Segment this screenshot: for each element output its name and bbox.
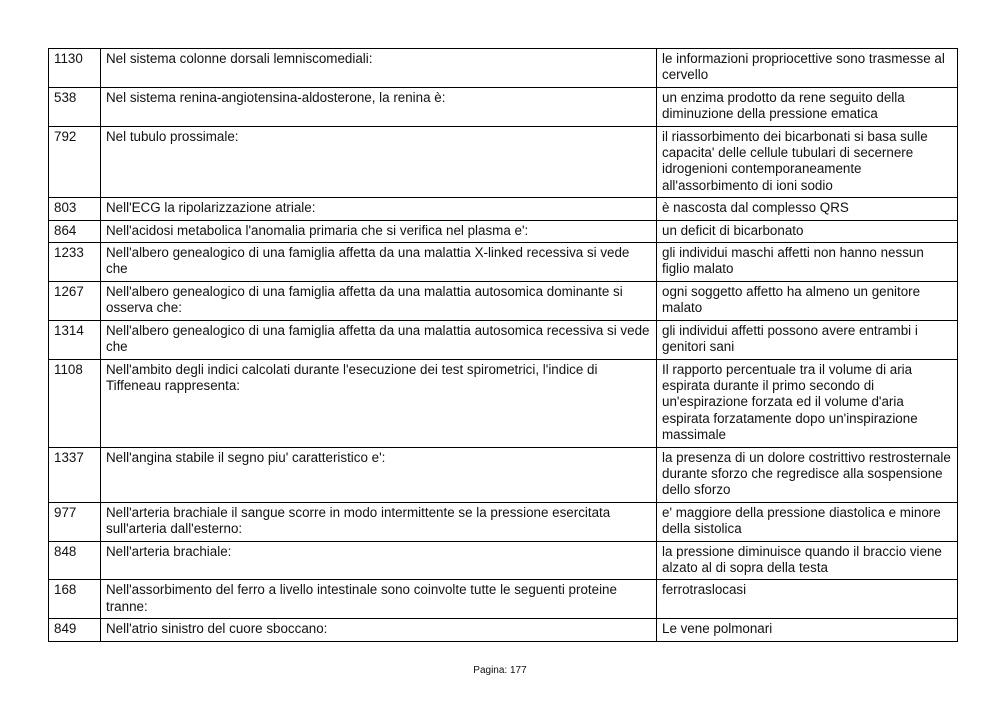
answer-text-cell: ferrotraslocasi (657, 580, 958, 619)
question-text-cell: Nell'acidosi metabolica l'anomalia primaria che si verifica nel plasma e': (101, 220, 657, 242)
answer-text-cell: un deficit di bicarbonato (657, 220, 958, 242)
answer-text-cell: gli individui affetti possono avere entrambi i genitori sani (657, 320, 958, 359)
question-id-cell: 803 (49, 198, 101, 220)
answer-text-cell: Il rapporto percentuale tra il volume di aria espirata durante il primo secondo di un'espirazione forzata ed il volume d'aria espirata forzatamente dopo un'inspirazione massimale (657, 359, 958, 447)
question-id-cell: 1337 (49, 447, 101, 502)
answer-text-cell: è nascosta dal complesso QRS (657, 198, 958, 220)
table-row (49, 359, 958, 447)
question-text-cell: Nell'albero genealogico di una famiglia affetta da una malattia autosomica dominante si osserva che: (101, 281, 657, 320)
answer-text-cell: gli individui maschi affetti non hanno nessun figlio malato (657, 243, 958, 282)
question-text-cell: Nel sistema colonne dorsali lemniscomediali: (101, 49, 657, 88)
question-id-cell: 864 (49, 220, 101, 242)
question-id-cell: 848 (49, 541, 101, 580)
question-id-cell: 977 (49, 502, 101, 541)
table-row (49, 580, 958, 619)
answer-text-cell: la pressione diminuisce quando il braccio viene alzato al di sopra della testa (657, 541, 958, 580)
question-text-cell: Nell'albero genealogico di una famiglia affetta da una malattia X-linked recessiva si vede che (101, 243, 657, 282)
question-text-cell: Nell'atrio sinistro del cuore sboccano: (101, 619, 657, 641)
table-row (49, 281, 958, 320)
answer-text-cell: le informazioni propriocettive sono trasmesse al cervello (657, 49, 958, 88)
table-row (49, 87, 958, 126)
question-text-cell: Nell'ambito degli indici calcolati durante l'esecuzione dei test spirometrici, l'indice di Tiffeneau rappresenta: (101, 359, 657, 447)
table-row (49, 320, 958, 359)
question-table (48, 48, 958, 642)
question-id-cell: 1130 (49, 49, 101, 88)
question-id-cell: 792 (49, 126, 101, 198)
question-id-cell: 849 (49, 619, 101, 641)
table-row (49, 541, 958, 580)
table-row (49, 502, 958, 541)
question-text-cell: Nell'angina stabile il segno piu' caratteristico e': (101, 447, 657, 502)
page-number: Pagina: 177 (473, 665, 527, 676)
question-table-body (49, 49, 958, 642)
table-row (49, 49, 958, 88)
table-row (49, 447, 958, 502)
answer-text-cell: ogni soggetto affetto ha almeno un genitore malato (657, 281, 958, 320)
answer-text-cell: il riassorbimento dei bicarbonati si basa sulle capacita' delle cellule tubulari di secernere idrogenioni contemporaneamente all'assorbimento di ioni sodio (657, 126, 958, 198)
table-row (49, 198, 958, 220)
question-text-cell: Nell'arteria brachiale il sangue scorre in modo intermittente se la pressione esercitata sull'arteria dall'esterno: (101, 502, 657, 541)
question-text-cell: Nel sistema renina-angiotensina-aldosterone, la renina è: (101, 87, 657, 126)
page-footer (0, 665, 1000, 676)
question-text-cell: Nell'ECG la ripolarizzazione atriale: (101, 198, 657, 220)
answer-text-cell: Le vene polmonari (657, 619, 958, 641)
question-text-cell: Nell'arteria brachiale: (101, 541, 657, 580)
question-id-cell: 1108 (49, 359, 101, 447)
question-id-cell: 168 (49, 580, 101, 619)
question-id-cell: 1233 (49, 243, 101, 282)
table-row (49, 619, 958, 641)
question-text-cell: Nel tubulo prossimale: (101, 126, 657, 198)
answer-text-cell: la presenza di un dolore costrittivo restrosternale durante sforzo che regredisce alla sospensione dello sforzo (657, 447, 958, 502)
answer-text-cell: un enzima prodotto da rene seguito della diminuzione della pressione ematica (657, 87, 958, 126)
question-id-cell: 1314 (49, 320, 101, 359)
table-row (49, 126, 958, 198)
table-row (49, 243, 958, 282)
question-id-cell: 538 (49, 87, 101, 126)
answer-text-cell: e' maggiore della pressione diastolica e minore della sistolica (657, 502, 958, 541)
table-row (49, 220, 958, 242)
question-text-cell: Nell'albero genealogico di una famiglia affetta da una malattia autosomica recessiva si vede che (101, 320, 657, 359)
question-id-cell: 1267 (49, 281, 101, 320)
question-text-cell: Nell'assorbimento del ferro a livello intestinale sono coinvolte tutte le seguenti proteine tranne: (101, 580, 657, 619)
